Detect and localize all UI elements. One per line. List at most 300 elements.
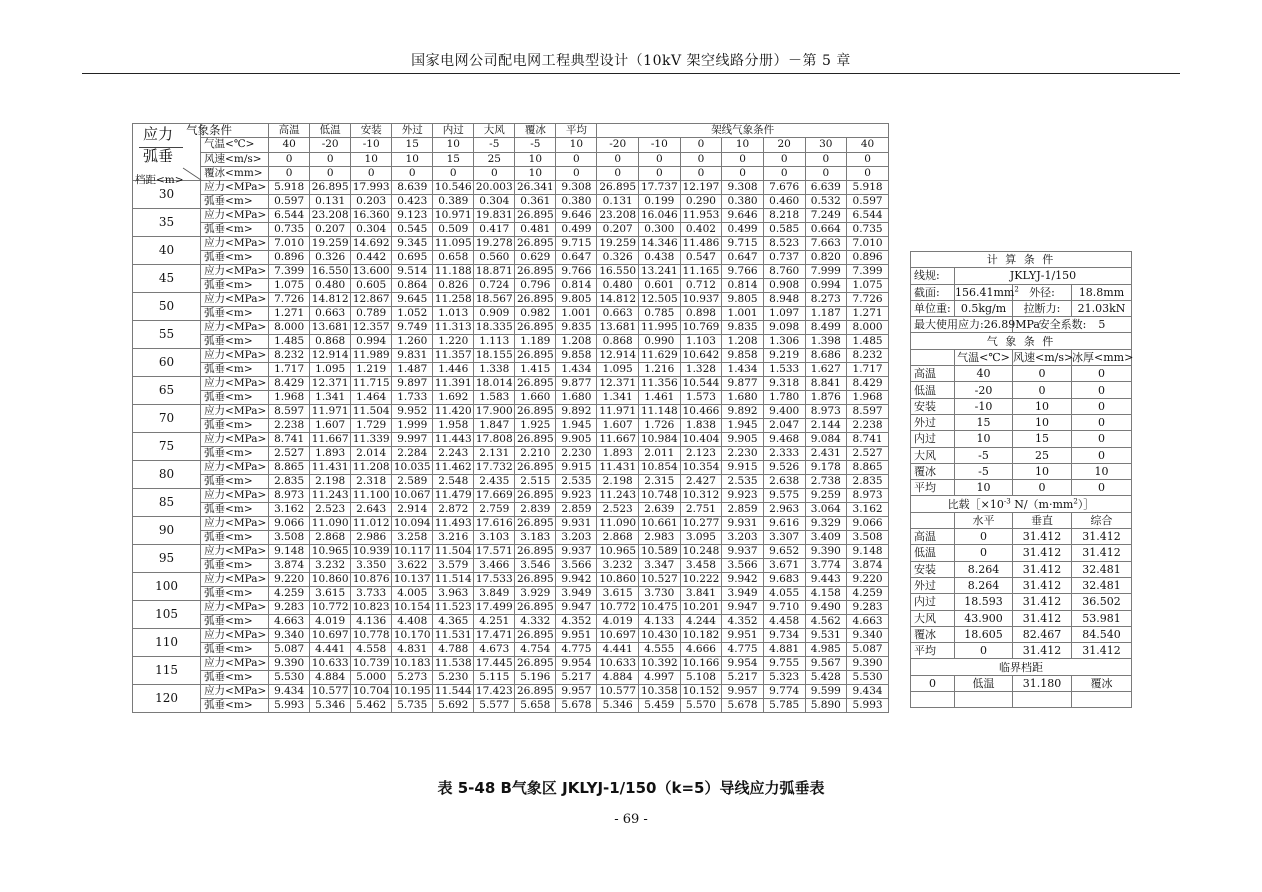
breaking-value: 21.03kN (1072, 300, 1132, 316)
sag-value: 5.462 (351, 699, 392, 713)
stress-value: 11.165 (680, 265, 722, 279)
sag-value: 0.380 (556, 195, 597, 209)
sag-row-label: 弧垂<m> (201, 587, 269, 601)
stress-value: 10.154 (392, 601, 433, 615)
sag-row-label: 弧垂<m> (201, 223, 269, 237)
sag-value: 1.533 (763, 363, 805, 377)
stress-value: 10.965 (597, 545, 639, 559)
critical-title: 临界档距 (911, 659, 1132, 675)
stress-value: 10.772 (597, 601, 639, 615)
sag-value: 1.893 (310, 447, 351, 461)
stress-value: 11.995 (639, 321, 681, 335)
sag-value: 2.751 (680, 503, 722, 517)
critical-blank (1013, 692, 1072, 708)
sag-value: 3.615 (310, 587, 351, 601)
sag-value: 0.868 (597, 335, 639, 349)
sag-value: 4.788 (433, 643, 474, 657)
sag-value: 3.232 (597, 559, 639, 573)
condition-header: 外过 (392, 124, 433, 138)
calc-title-row (911, 252, 1132, 268)
condition-header: 覆冰 (515, 124, 556, 138)
stress-row-label: 应力<MPa> (201, 321, 269, 335)
weather-header-row (911, 349, 1132, 365)
span-distance: 55 (133, 321, 201, 349)
stress-value: 9.400 (763, 405, 805, 419)
wind-row-value: 0 (805, 152, 847, 166)
sag-value: 4.775 (722, 643, 764, 657)
sag-value: 0.326 (310, 251, 351, 265)
wind-row-label: 风速<m/s> (201, 152, 269, 166)
sag-value: 1.075 (847, 279, 889, 293)
stress-value: 26.895 (310, 181, 351, 195)
stress-value: 17.993 (351, 181, 392, 195)
stress-value: 26.341 (515, 181, 556, 195)
sag-value: 0.560 (474, 251, 515, 265)
stress-value: 16.360 (351, 209, 392, 223)
sag-value: 0.864 (392, 279, 433, 293)
stress-value: 9.390 (847, 657, 889, 671)
stress-value: 6.639 (805, 181, 847, 195)
sag-value: 1.001 (722, 307, 764, 321)
sag-value: 0.417 (474, 223, 515, 237)
sag-value: 3.203 (722, 531, 764, 545)
span-sag-row (133, 503, 889, 517)
stress-value: 11.953 (680, 209, 722, 223)
stress-value: 18.014 (474, 377, 515, 391)
sag-value: 1.893 (597, 447, 639, 461)
stress-value: 17.499 (474, 601, 515, 615)
stress-value: 17.900 (474, 405, 515, 419)
sag-value: 0.423 (392, 195, 433, 209)
weather-wind: 10 (1013, 398, 1072, 414)
ice-row-value: 10 (515, 166, 556, 180)
page-number: - 69 - (614, 812, 648, 827)
sag-value: 1.434 (556, 363, 597, 377)
stress-value: 17.571 (474, 545, 515, 559)
sag-value: 2.639 (639, 503, 681, 517)
span-stress-row (133, 433, 889, 447)
sag-value: 3.350 (351, 559, 392, 573)
stress-value: 9.715 (556, 237, 597, 251)
ice-row-value: 0 (269, 166, 310, 180)
stress-value: 9.340 (847, 629, 889, 643)
load-horizontal: 8.264 (955, 577, 1013, 593)
sag-value: 0.131 (597, 195, 639, 209)
sag-row-label: 弧垂<m> (201, 447, 269, 461)
weather-wind: 0 (1013, 382, 1072, 398)
stress-value: 26.895 (515, 601, 556, 615)
sag-value: 1.271 (847, 307, 889, 321)
sag-value: 1.838 (680, 419, 722, 433)
stress-value: 19.259 (597, 237, 639, 251)
weather-ice: 0 (1072, 366, 1132, 382)
load-name: 低温 (911, 545, 955, 561)
span-sag-row (133, 559, 889, 573)
span-distance: 45 (133, 265, 201, 293)
load-combined: 31.412 (1072, 643, 1132, 659)
wind-row-value: 0 (310, 152, 351, 166)
stress-value: 9.468 (763, 433, 805, 447)
stress-value: 9.084 (805, 433, 847, 447)
weather-row (911, 463, 1132, 479)
stress-value: 12.914 (310, 349, 351, 363)
stress-value: 8.973 (269, 489, 310, 503)
load-title-a: 比载［×10 (947, 497, 1004, 511)
critical-blank (1072, 692, 1132, 708)
sag-row-label: 弧垂<m> (201, 559, 269, 573)
sag-value: 1.945 (722, 419, 764, 433)
critical-title-row (911, 659, 1132, 675)
stress-value: 6.544 (269, 209, 310, 223)
stress-value: 8.686 (805, 349, 847, 363)
stress-value: 26.895 (515, 265, 556, 279)
stress-value: 9.858 (722, 349, 764, 363)
stress-value: 10.823 (351, 601, 392, 615)
sag-value: 3.162 (269, 503, 310, 517)
ice-row-value: 0 (433, 166, 474, 180)
wind-row (133, 152, 889, 166)
load-name: 内过 (911, 594, 955, 610)
stress-value: 11.357 (433, 349, 474, 363)
stress-value: 9.997 (392, 433, 433, 447)
stress-value: 9.646 (556, 209, 597, 223)
span-distance: 40 (133, 237, 201, 265)
sag-value: 2.759 (474, 503, 515, 517)
weather-name: 外过 (911, 414, 955, 430)
weather-temp: -20 (955, 382, 1013, 398)
sag-value: 0.663 (597, 307, 639, 321)
sag-value: 3.095 (680, 531, 722, 545)
sag-value: 4.562 (805, 615, 847, 629)
stress-value: 26.895 (515, 545, 556, 559)
span-distance: 85 (133, 489, 201, 517)
sag-value: 2.210 (515, 447, 556, 461)
sag-value: 5.346 (597, 699, 639, 713)
stress-value: 5.918 (269, 181, 310, 195)
stress-value: 11.462 (433, 461, 474, 475)
stress-value: 5.918 (847, 181, 889, 195)
sag-value: 0.597 (847, 195, 889, 209)
page-header: 国家电网公司配电网工程典型设计（10kV 架空线路分册）－第 5 章 (411, 53, 851, 69)
sag-value: 2.144 (805, 419, 847, 433)
wind-row-value: 0 (847, 152, 889, 166)
stress-value: 9.766 (556, 265, 597, 279)
load-combined: 36.502 (1072, 594, 1132, 610)
weather-row (911, 447, 1132, 463)
sag-value: 3.458 (680, 559, 722, 573)
load-vertical: 31.412 (1013, 529, 1072, 545)
stress-value: 10.633 (310, 657, 351, 671)
sag-value: 0.826 (433, 279, 474, 293)
ice-row-value: 0 (392, 166, 433, 180)
stress-value: 10.248 (680, 545, 722, 559)
stress-value: 9.766 (722, 265, 764, 279)
stress-value: 10.404 (680, 433, 722, 447)
weather-header: 风速<m/s> (1013, 350, 1074, 364)
stress-value: 9.957 (556, 685, 597, 699)
stress-value: 11.514 (433, 573, 474, 587)
stress-value: 11.479 (433, 489, 474, 503)
stress-value: 10.430 (639, 629, 681, 643)
span-sag-row (133, 391, 889, 405)
stress-row-label: 应力<MPa> (201, 265, 269, 279)
sag-value: 1.925 (515, 419, 556, 433)
stress-row-label: 应力<MPa> (201, 601, 269, 615)
stress-value: 17.737 (639, 181, 681, 195)
wind-row-value: 10 (515, 152, 556, 166)
stress-value: 17.808 (474, 433, 515, 447)
wire-row (911, 268, 1132, 284)
sag-value: 0.820 (805, 251, 847, 265)
table-caption: 表 5-48 B气象区 JKLYJ-1/150（k=5）导线应力弧垂表 (437, 779, 825, 797)
stress-value: 10.769 (680, 321, 722, 335)
stress-value: 9.805 (556, 293, 597, 307)
stress-value: 9.123 (392, 209, 433, 223)
sag-value: 1.338 (474, 363, 515, 377)
sag-value: 0.509 (433, 223, 474, 237)
sag-value: 4.754 (515, 643, 556, 657)
stress-value: 9.915 (722, 461, 764, 475)
stress-value: 10.577 (310, 685, 351, 699)
critical-value: 0 (911, 675, 955, 691)
stress-value: 9.098 (763, 321, 805, 335)
sag-value: 5.346 (310, 699, 351, 713)
sag-value: 1.306 (763, 335, 805, 349)
stress-value: 8.597 (269, 405, 310, 419)
stress-value: 26.895 (515, 517, 556, 531)
stress-value: 26.895 (597, 181, 639, 195)
load-horizontal: 0 (955, 529, 1013, 545)
sag-value: 5.273 (392, 671, 433, 685)
stress-value: 10.697 (597, 629, 639, 643)
stress-value: 8.429 (847, 377, 889, 391)
stress-value: 9.443 (805, 573, 847, 587)
stress-value: 9.066 (847, 517, 889, 531)
wind-row-value: 25 (474, 152, 515, 166)
stress-value: 8.597 (847, 405, 889, 419)
temperature-row-value: -20 (310, 138, 351, 152)
stress-value: 10.971 (433, 209, 474, 223)
stress-value: 16.550 (310, 265, 351, 279)
stress-value: 10.772 (310, 601, 351, 615)
sag-value: 4.997 (639, 671, 681, 685)
corner-weather-label: 气象条件 (186, 123, 233, 137)
wind-row-value: 0 (556, 152, 597, 166)
stress-value: 9.892 (556, 405, 597, 419)
sag-value: 0.664 (805, 223, 847, 237)
ice-row-value: 0 (722, 166, 764, 180)
weather-name: 低温 (911, 382, 955, 398)
sag-value: 1.095 (310, 363, 351, 377)
stress-value: 26.895 (515, 405, 556, 419)
stress-value: 7.399 (269, 265, 310, 279)
stress-value: 18.871 (474, 265, 515, 279)
stress-value: 8.000 (847, 321, 889, 335)
sag-value: 5.692 (433, 699, 474, 713)
stress-value: 14.812 (597, 293, 639, 307)
stress-value: 11.431 (597, 461, 639, 475)
sag-value: 0.647 (722, 251, 764, 265)
od-label: 外径: (1013, 284, 1072, 300)
stress-value: 10.358 (639, 685, 681, 699)
sag-value: 2.638 (763, 475, 805, 489)
load-row (911, 610, 1132, 626)
sag-value: 4.005 (392, 587, 433, 601)
stress-value: 9.947 (722, 601, 764, 615)
sag-value: 4.019 (310, 615, 351, 629)
span-stress-row (133, 377, 889, 391)
sag-value: 5.196 (515, 671, 556, 685)
sag-value: 0.207 (597, 223, 639, 237)
sag-value: 2.238 (847, 419, 889, 433)
sag-value: 5.530 (847, 671, 889, 685)
sag-value: 1.434 (722, 363, 764, 377)
sag-value: 4.441 (597, 643, 639, 657)
span-stress-row (133, 321, 889, 335)
stress-value: 9.905 (556, 433, 597, 447)
stress-value: 9.283 (269, 601, 310, 615)
sag-value: 2.333 (763, 447, 805, 461)
stress-value: 9.066 (269, 517, 310, 531)
span-stress-row (133, 293, 889, 307)
load-name: 平均 (911, 643, 955, 659)
ice-row-value: 0 (474, 166, 515, 180)
condition-header: 低温 (310, 124, 351, 138)
span-distance: 70 (133, 405, 201, 433)
load-header-blank (911, 512, 955, 528)
load-title-row (911, 496, 1132, 512)
sag-value: 4.352 (722, 615, 764, 629)
sag-value: 4.244 (680, 615, 722, 629)
sag-value: 5.530 (269, 671, 310, 685)
span-stress-row (133, 489, 889, 503)
sag-value: 5.108 (680, 671, 722, 685)
stress-row-label: 应力<MPa> (201, 405, 269, 419)
sag-value: 2.230 (556, 447, 597, 461)
stress-value: 9.942 (556, 573, 597, 587)
load-header-row (911, 512, 1132, 528)
sag-value: 4.251 (474, 615, 515, 629)
sag-value: 1.208 (722, 335, 764, 349)
span-sag-row (133, 447, 889, 461)
stress-value: 16.550 (597, 265, 639, 279)
sag-value: 1.583 (474, 391, 515, 405)
sag-value: 1.780 (763, 391, 805, 405)
weather-header-blank (911, 349, 955, 365)
temperature-row-label: 气温<℃> (201, 138, 269, 152)
weight-row (911, 300, 1132, 316)
stress-value: 8.948 (763, 293, 805, 307)
sag-value: 1.446 (433, 363, 474, 377)
sag-value: 0.605 (351, 279, 392, 293)
span-sag-row (133, 251, 889, 265)
weather-wind: 10 (1013, 414, 1072, 430)
sag-value: 3.774 (805, 559, 847, 573)
weather-wind: 15 (1013, 431, 1072, 447)
ice-row-value: 0 (763, 166, 805, 180)
stress-value: 9.148 (269, 545, 310, 559)
stress-value: 8.865 (269, 461, 310, 475)
stress-value: 26.895 (515, 573, 556, 587)
stress-value: 19.259 (310, 237, 351, 251)
sag-value: 0.982 (515, 307, 556, 321)
temperature-row-value: 40 (847, 138, 889, 152)
critical-value: 低温 (955, 675, 1013, 691)
area-row (911, 284, 1132, 300)
sag-value: 0.658 (433, 251, 474, 265)
sag-value: 1.189 (515, 335, 556, 349)
stress-value: 11.208 (351, 461, 392, 475)
sag-value: 1.573 (680, 391, 722, 405)
sag-value: 4.408 (392, 615, 433, 629)
wind-row-value: 0 (763, 152, 805, 166)
stress-value: 10.035 (392, 461, 433, 475)
sag-value: 5.785 (763, 699, 805, 713)
sag-value: 3.258 (392, 531, 433, 545)
weather-wind: 10 (1013, 463, 1072, 479)
sag-value: 5.428 (805, 671, 847, 685)
sag-row-label: 弧垂<m> (201, 615, 269, 629)
weather-temp: 40 (955, 366, 1013, 382)
stress-value: 9.805 (722, 293, 764, 307)
stress-value: 11.258 (433, 293, 474, 307)
stress-value: 9.923 (722, 489, 764, 503)
sag-value: 2.198 (310, 475, 351, 489)
span-stress-row (133, 265, 889, 279)
stress-value: 26.895 (515, 685, 556, 699)
sag-value: 1.052 (392, 307, 433, 321)
stress-value: 10.067 (392, 489, 433, 503)
corner-span-label: 档距<m> (135, 174, 184, 186)
sag-value: 3.508 (847, 531, 889, 545)
stress-value: 11.667 (310, 433, 351, 447)
stress-value: 12.505 (639, 293, 681, 307)
stress-value: 10.748 (639, 489, 681, 503)
stress-value: 8.273 (805, 293, 847, 307)
sag-value: 1.001 (556, 307, 597, 321)
wind-row-value: 0 (639, 152, 681, 166)
weather-name: 安装 (911, 398, 955, 414)
calc-title: 计 算 条 件 (911, 252, 1132, 268)
sag-value: 1.607 (597, 419, 639, 433)
stress-value: 13.600 (351, 265, 392, 279)
weather-ice: 0 (1072, 480, 1132, 496)
sag-value: 3.949 (556, 587, 597, 601)
stress-row-label: 应力<MPa> (201, 573, 269, 587)
stress-row-label: 应力<MPa> (201, 377, 269, 391)
stress-value: 10.778 (351, 629, 392, 643)
stress-value: 9.947 (556, 601, 597, 615)
load-horizontal: 0 (955, 643, 1013, 659)
temperature-row-value: 20 (763, 138, 805, 152)
stress-value: 9.954 (722, 657, 764, 671)
span-distance: 30 (133, 181, 201, 209)
load-name: 覆冰 (911, 626, 955, 642)
sag-value: 0.460 (763, 195, 805, 209)
stress-value: 10.117 (392, 545, 433, 559)
load-row (911, 561, 1132, 577)
wind-row-value: 0 (269, 152, 310, 166)
sag-value: 1.398 (805, 335, 847, 349)
load-name: 大风 (911, 610, 955, 626)
area-label: 截面: (911, 284, 955, 300)
sag-value: 3.216 (433, 531, 474, 545)
stress-value: 26.895 (515, 433, 556, 447)
stress-value: 8.841 (805, 377, 847, 391)
load-combined: 53.981 (1072, 610, 1132, 626)
span-distance: 110 (133, 629, 201, 657)
ice-row-value: 0 (680, 166, 722, 180)
